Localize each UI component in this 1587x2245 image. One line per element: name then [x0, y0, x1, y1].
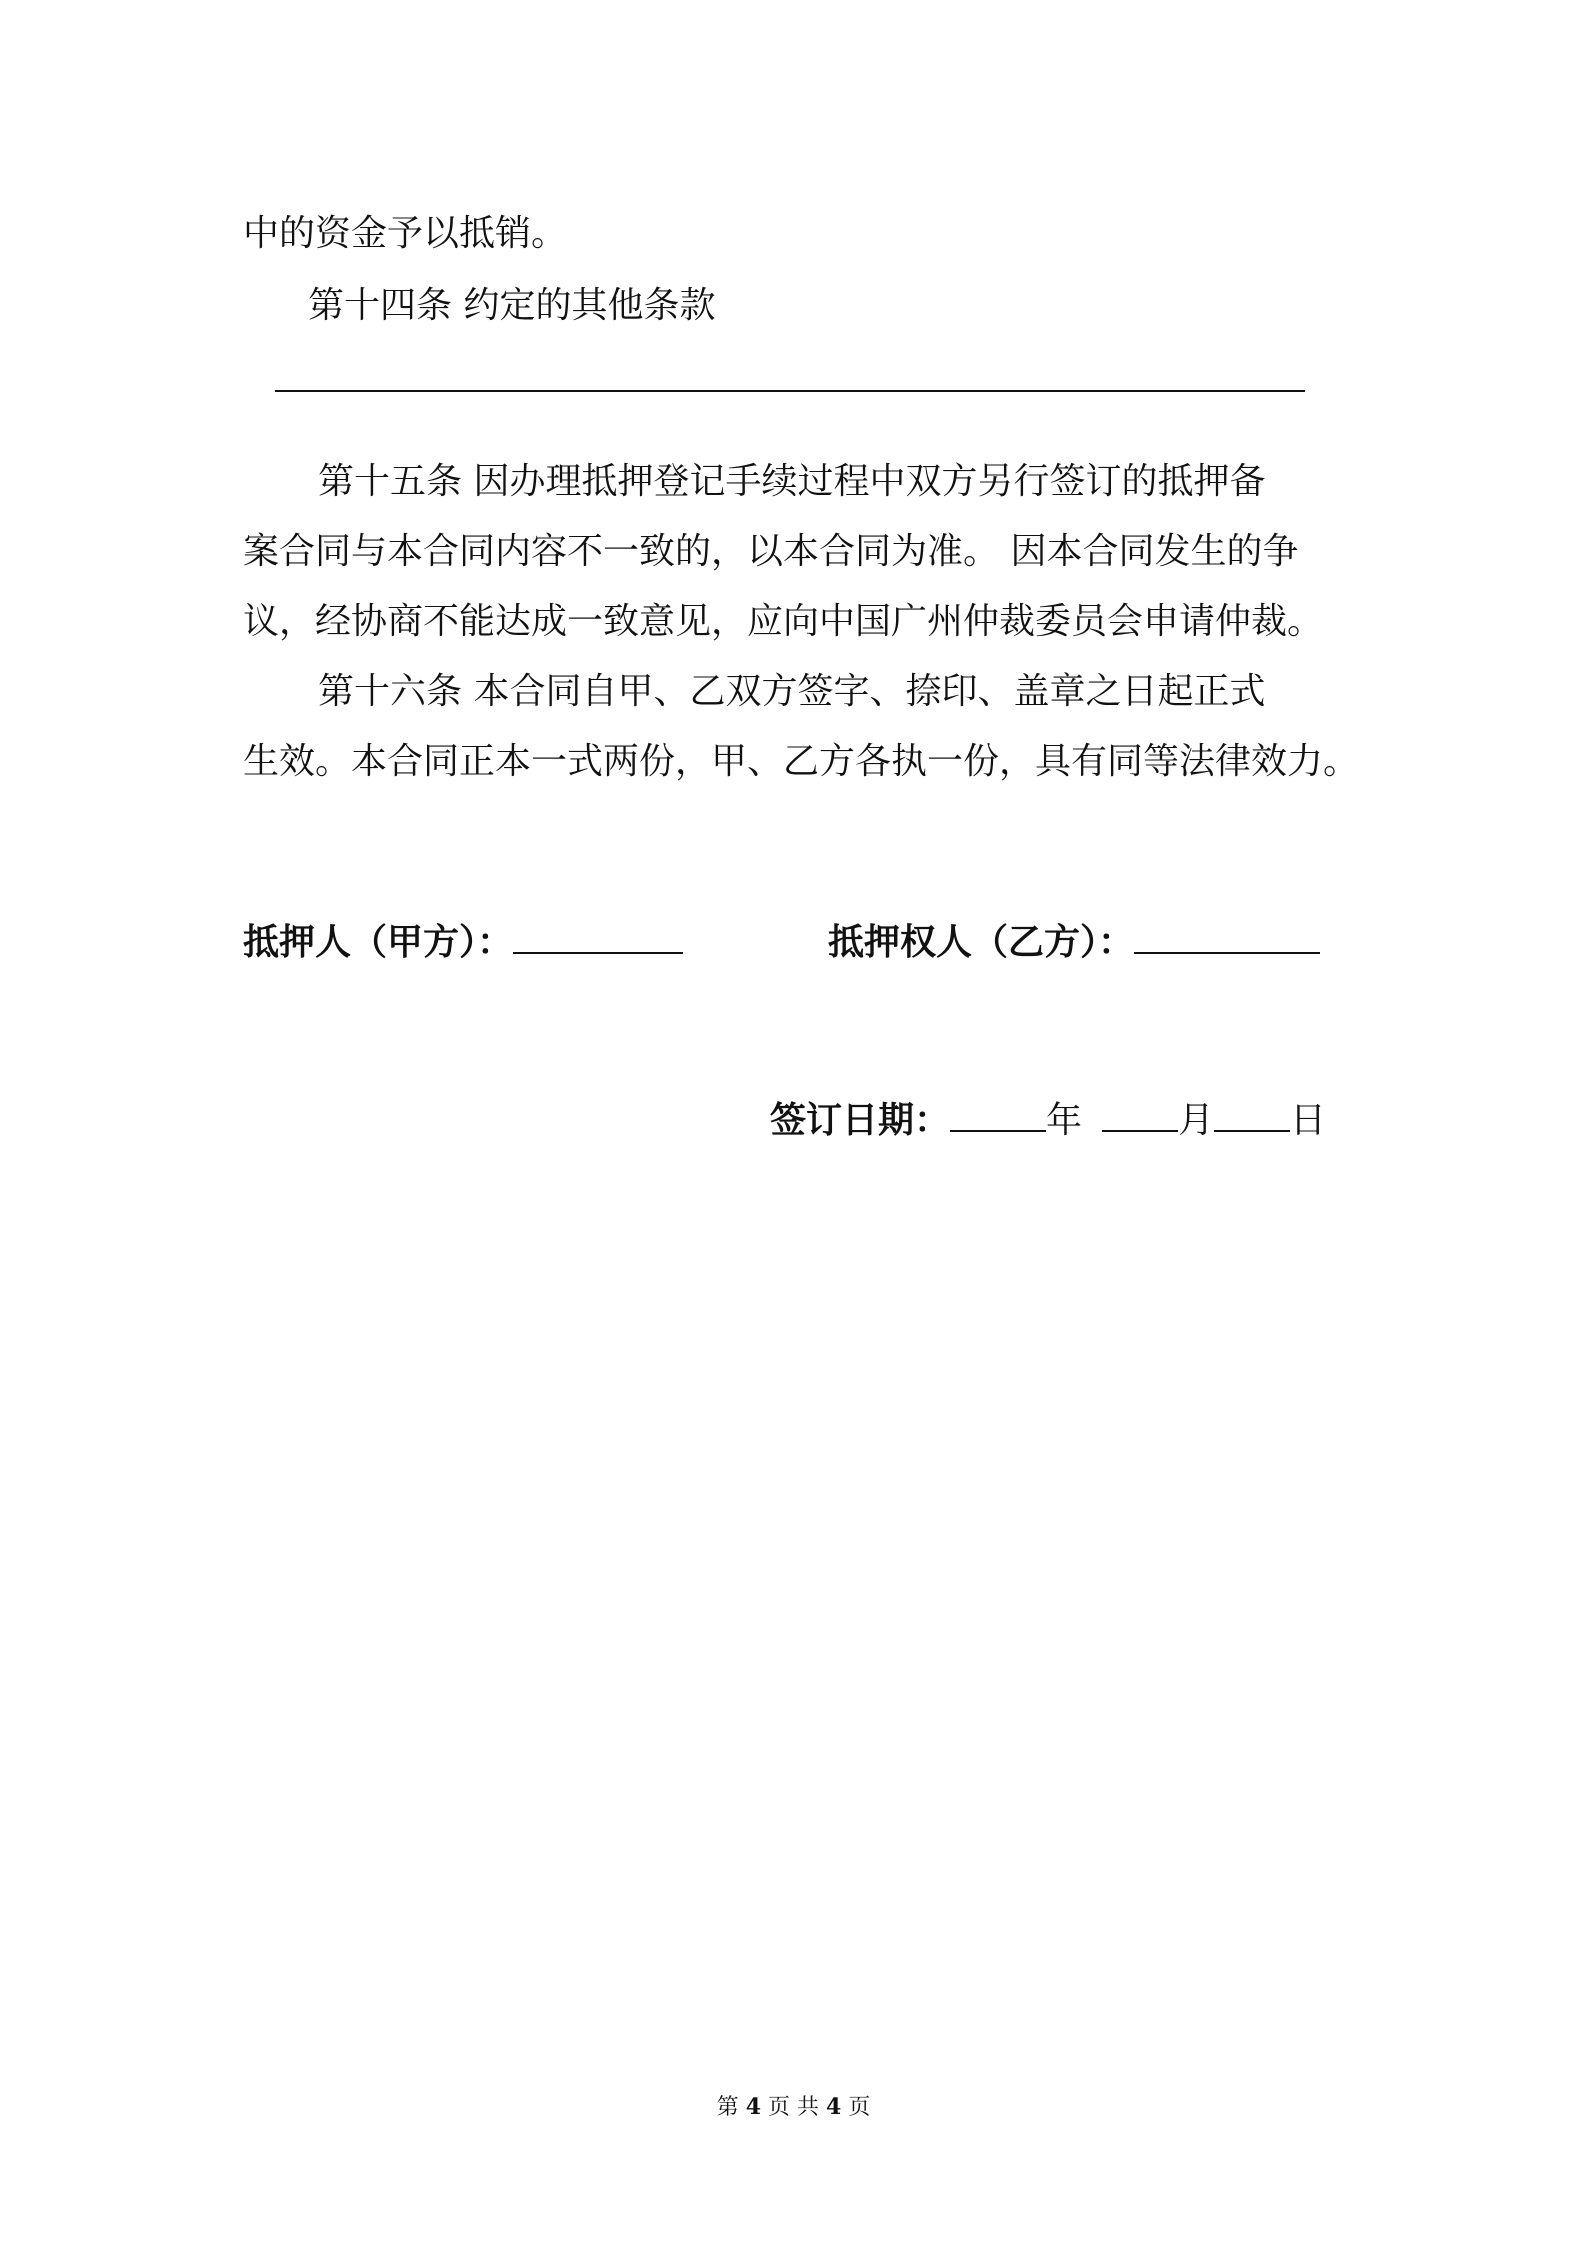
day-label: 日: [1290, 1100, 1327, 1141]
article-15-line-2: 案合同与本合同内容不一致的，以本合同为准。 因本合同发生的争: [243, 531, 1299, 572]
page-footer: [0, 2092, 1587, 2123]
footer-page-mid: 页 共: [768, 2095, 819, 2120]
article-16-line-1: 第十六条 本合同自甲、乙双方签字、捺印、盖章之日起正式: [318, 671, 1266, 712]
footer-page-suffix: 页: [848, 2095, 871, 2120]
footer-page-total: 4: [826, 2094, 842, 2120]
article-16-line-2: 生效。本合同正本一式两份，甲、乙方各执一份，具有同等法律效力。: [243, 741, 1360, 782]
party-b-signature: [828, 918, 1320, 964]
party-a-label: 抵押人（甲方）：: [243, 921, 514, 963]
party-a-signature: [243, 918, 683, 964]
party-b-label: 抵押权人（乙方）：: [828, 921, 1135, 963]
year-field[interactable]: [950, 1096, 1046, 1132]
month-label: 月: [1178, 1100, 1215, 1141]
article-15-line-3: 议，经协商不能达成一致意见，应向中国广州仲裁委员会申请仲裁。: [243, 601, 1324, 642]
footer-page-number: 4: [745, 2094, 761, 2120]
year-label: 年: [1046, 1100, 1083, 1141]
month-field[interactable]: [1102, 1096, 1178, 1132]
day-field[interactable]: [1214, 1096, 1290, 1132]
paragraph-line: 中的资金予以抵销。: [243, 213, 568, 254]
article-14-heading: 第十四条 约定的其他条款: [308, 285, 716, 326]
party-b-signature-field[interactable]: [1134, 918, 1320, 954]
signing-date: [770, 1096, 1326, 1143]
article-15-line-1: 第十五条 因办理抵押登记手续过程中双方另行签订的抵押备: [318, 461, 1266, 502]
date-label: 签订日期：: [770, 1099, 951, 1141]
article-14-blank-rule: [275, 390, 1305, 392]
footer-page-prefix: 第: [716, 2095, 739, 2120]
party-a-signature-field[interactable]: [513, 918, 683, 954]
